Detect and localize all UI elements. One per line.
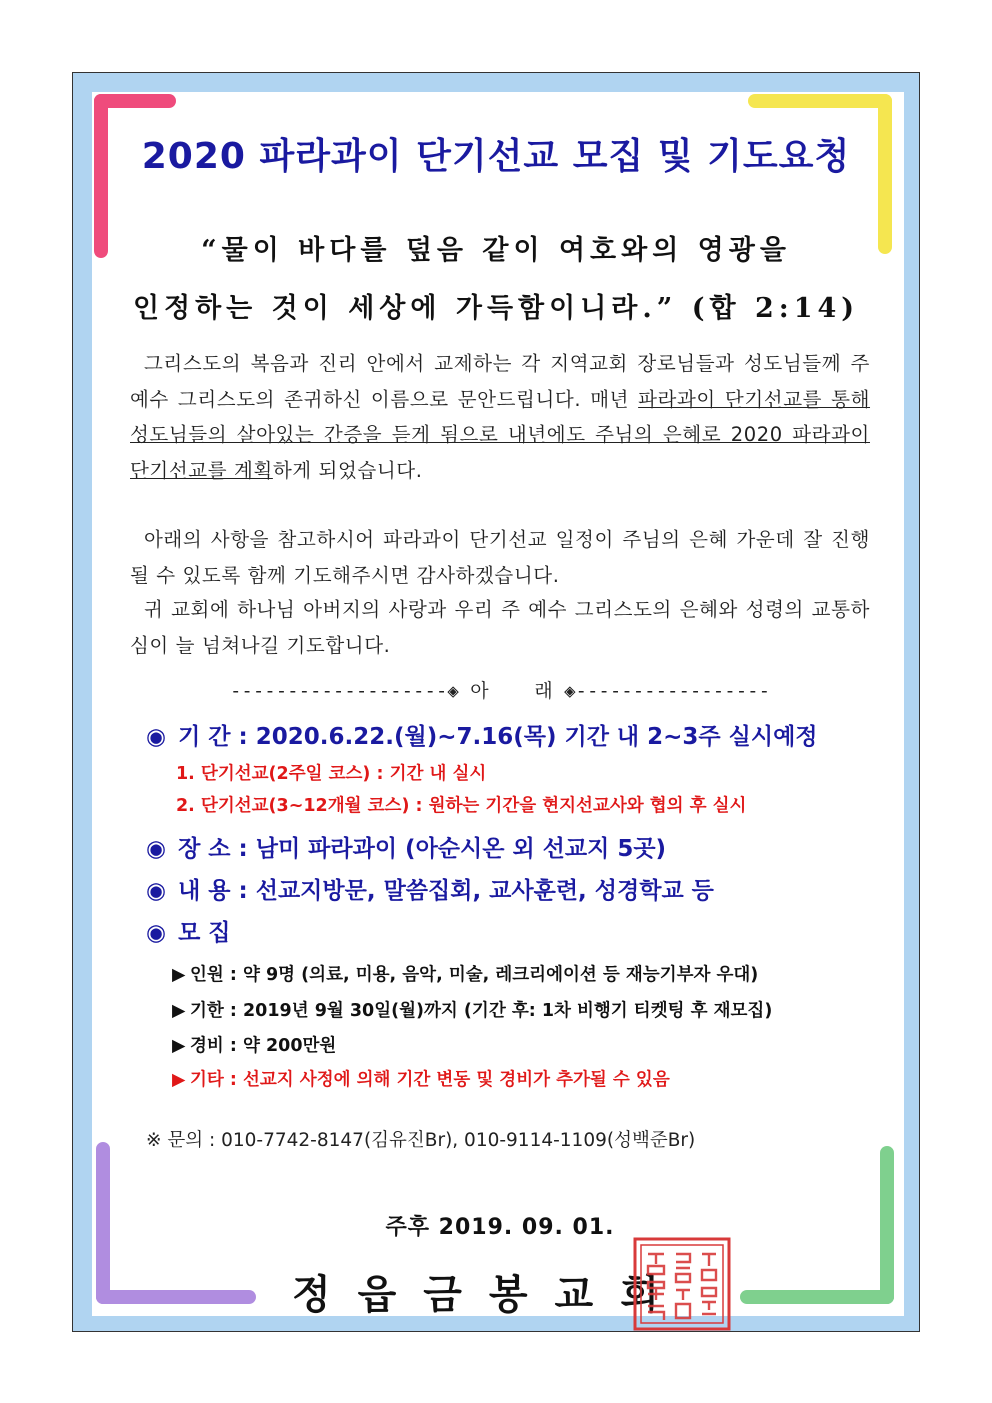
corner-decoration-top-left [94, 94, 108, 258]
recruit-other [172, 1066, 670, 1091]
request-paragraph [130, 522, 870, 593]
triangle-bullet-icon: ▶ [172, 1001, 186, 1021]
church-name: 정읍금봉교회 [292, 1272, 686, 1318]
contact-info: ※ 문의 : 010-7742-8147(김유진Br), 010-9114-1109(성백준Br) [146, 1130, 696, 1151]
triangle-bullet-icon: ▶ [172, 965, 186, 985]
verse-line-2: 인정하는 것이 세상에 가득함이니라.” (합 2:14) [132, 293, 860, 324]
item-content [146, 872, 714, 905]
recruit-deadline [172, 997, 772, 1022]
circle-bullet-icon: ◉ [146, 920, 167, 946]
item-content-text: 내 용 : 선교지방문, 말씀집회, 교사훈련, 성경학교 등 [178, 878, 714, 904]
greeting-text-start: 그리스도의 복음과 진리 안에서 교제하는 각 지역교회 장로님들과 성도님들께 주 예수 그리스도의 존귀하신 이름으로 문안드립니다. 매년 [130, 352, 870, 411]
greeting-paragraph [130, 346, 870, 488]
item-period [146, 718, 818, 751]
recruit-deadline-text: 기한 : 2019년 9월 30일(월)까지 (기간 후: 1차 비행기 티켓팅 후 재모집) [190, 1001, 773, 1021]
item-place-text: 장 소 : 남미 파라과이 (아순시온 외 선교지 5곳) [178, 836, 667, 862]
corner-decoration-top-right [748, 94, 892, 108]
circle-bullet-icon: ◉ [146, 724, 167, 750]
blessing-paragraph [130, 592, 870, 663]
page-title: 2020 파라과이 단기선교 모집 및 기도요청 [141, 136, 851, 177]
recruit-cost-text: 경비 : 약 200만원 [190, 1036, 337, 1056]
circle-bullet-icon: ◉ [146, 836, 167, 862]
triangle-bullet-icon: ▶ [172, 1070, 186, 1090]
circle-bullet-icon: ◉ [146, 878, 167, 904]
document-date: 주후 2019. 09. 01. [385, 1215, 615, 1240]
period-sub-1: 1. 단기선교(2주일 코스) : 기간 내 실시 [176, 764, 487, 784]
triangle-bullet-icon: ▶ [172, 1036, 186, 1056]
item-period-text: 기 간 : 2020.6.22.(월)~7.16(목) 기간 내 2~3주 실시예정 [178, 724, 818, 750]
item-place [146, 830, 666, 863]
recruit-people [172, 961, 758, 986]
corner-decoration-bottom-left [96, 1290, 256, 1304]
recruit-other-text: 기타 : 선교지 사정에 의해 기간 변동 및 경비가 추가될 수 있음 [190, 1070, 670, 1090]
recruit-people-text: 인원 : 약 9명 (의료, 미용, 음악, 미술, 레크리에이션 등 재능기부자 우대) [190, 965, 759, 985]
church-seal-icon [632, 1236, 732, 1332]
item-recruit [146, 914, 231, 947]
verse-line-1: “물이 바다를 덮음 같이 여호와의 영광을 [201, 235, 791, 266]
greeting-text-underlined: 파라과이 단기선교를 통해 성도님들의 살아있는 간증을 듣게 됨으로 내년에도 주님의 은혜로 2020 파라과이 단기선교를 계획 [130, 387, 871, 482]
recruit-cost [172, 1032, 336, 1057]
request-text: 아래의 사항을 참고하시어 파라과이 단기선교 일정이 주님의 은혜 가운데 잘 진행될 수 있도록 함께 기도해주시면 감사하겠습니다. [130, 528, 870, 587]
greeting-text-end: 하게 되었습니다. [272, 458, 423, 482]
section-divider: -------------------◈ 아 래 ◈----------------- [229, 680, 771, 702]
corner-decoration-bottom-right [740, 1290, 894, 1304]
period-sub-2: 2. 단기선교(3~12개월 코스) : 원하는 기간을 현지선교사와 협의 후 실시 [176, 796, 747, 816]
blessing-text: 귀 교회에 하나님 아버지의 사랑과 우리 주 예수 그리스도의 은혜와 성령의 교통하심이 늘 넘쳐나길 기도합니다. [130, 598, 870, 657]
item-recruit-text: 모 집 [178, 920, 231, 946]
